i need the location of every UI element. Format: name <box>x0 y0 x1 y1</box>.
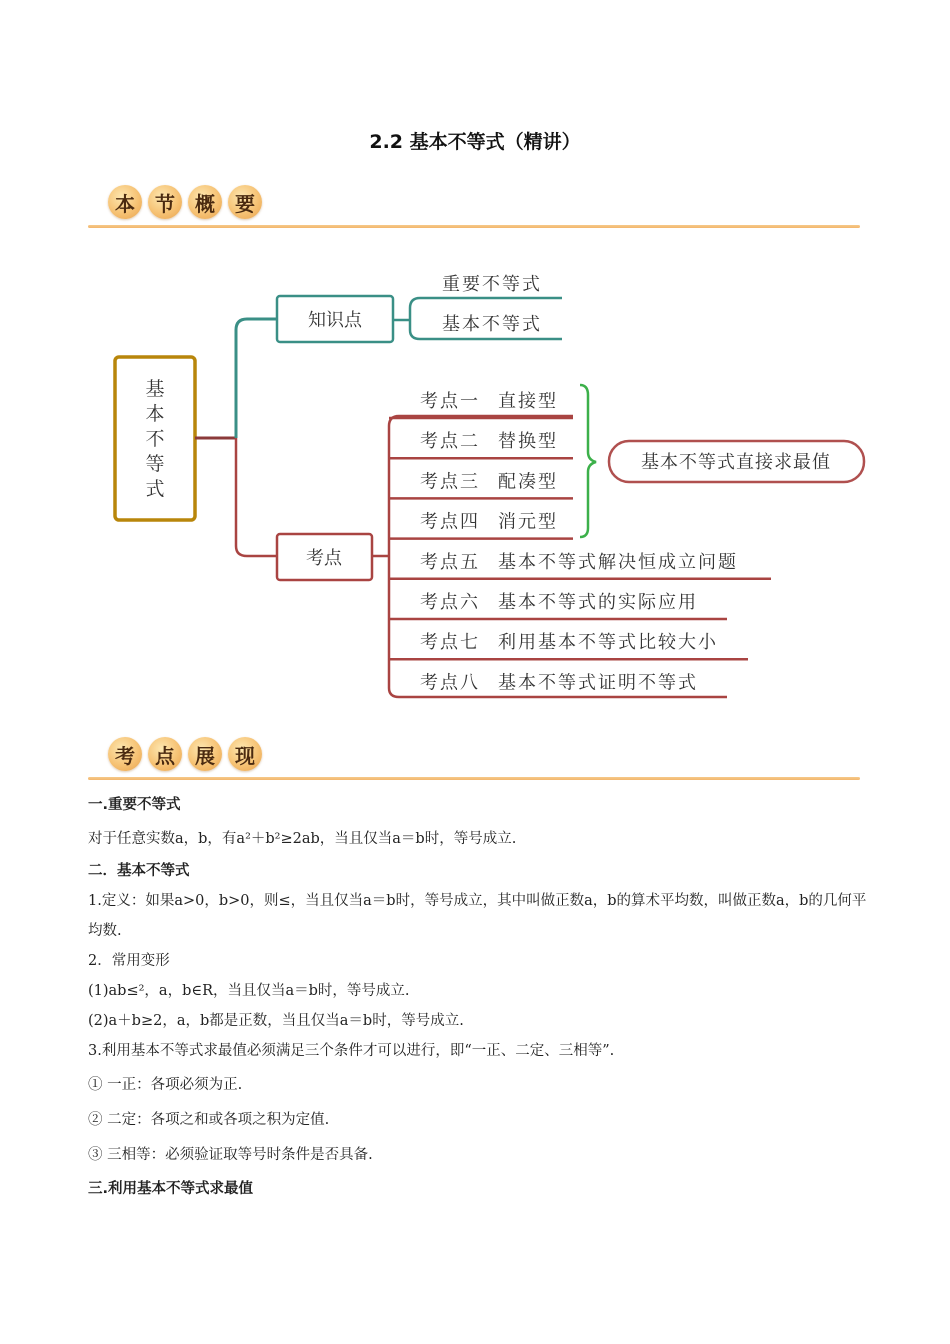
paragraph: (1)ab≤²，a，b∈R，当且仅当a＝b时，等号成立. <box>88 983 410 999</box>
paragraph: ① 一正：各项必须为正. <box>88 1077 243 1093</box>
group-bracket <box>580 385 596 537</box>
exam-item-prefix: 考点三 <box>420 471 480 493</box>
exam-item-name: 基本不等式的实际应用 <box>498 592 698 613</box>
banner-char: 节 <box>148 185 182 219</box>
exam-item-name: 消元型 <box>498 511 558 533</box>
exam-item-name: 利用基本不等式比较大小 <box>498 632 718 654</box>
section-heading: 一.重要不等式 <box>88 797 181 813</box>
branch-knowledge <box>236 319 277 438</box>
exam-item-prefix: 考点二 <box>420 431 480 453</box>
banner-char: 点 <box>148 737 182 771</box>
section-banner-overview <box>88 183 860 231</box>
exam-item-prefix: 考点五 <box>420 551 480 573</box>
paragraph: ③ 三相等：必须验证取等号时条件是否具备. <box>88 1147 373 1163</box>
banner-char: 本 <box>108 185 142 219</box>
mind-map <box>0 250 950 710</box>
content-body <box>88 790 868 1204</box>
root-char: 本 <box>145 403 165 425</box>
exam-item-prefix: 考点四 <box>420 511 480 533</box>
paragraph: 3.利用基本不等式求最值必须满足三个条件才可以进行，即“一正、二定、三相等”. <box>88 1043 615 1059</box>
banner-char: 概 <box>188 185 222 219</box>
exam-label: 考点 <box>306 548 342 569</box>
section-banner-exam-points <box>88 735 860 783</box>
root-char: 基 <box>145 378 165 400</box>
paragraph: ② 二定：各项之和或各项之积为定值. <box>88 1112 330 1128</box>
section-heading: 二．基本不等式 <box>88 863 190 879</box>
banner-underline <box>88 777 860 780</box>
banner-char: 考 <box>108 737 142 771</box>
exam-item-name: 基本不等式证明不等式 <box>498 672 698 694</box>
exam-item-name: 替换型 <box>498 431 558 453</box>
paragraph: (2)a＋b≥2，a，b都是正数，当且仅当a＝b时，等号成立. <box>88 1013 464 1029</box>
page-title: 2.2 基本不等式（精讲） <box>369 131 581 153</box>
exam-item-name: 基本不等式解决恒成立问题 <box>498 551 738 573</box>
banner-char: 要 <box>228 185 262 219</box>
group-label: 基本不等式直接求最值 <box>641 452 831 473</box>
exam-item-name: 配凑型 <box>498 471 558 493</box>
banner-underline <box>88 225 860 228</box>
paragraph: 对于任意实数a，b，有a²＋b²≥2ab，当且仅当a＝b时，等号成立. <box>88 831 517 847</box>
exam-item-name: 直接型 <box>498 391 558 412</box>
exam-item-prefix: 考点八 <box>420 672 480 694</box>
paragraph: 1.定义：如果a>0，b>0，则≤，当且仅当a＝b时，等号成立，其中叫做正数a，b的算术平均数，叫做正数a，b的几何平均数. <box>88 893 867 939</box>
knowledge-item: 基本不等式 <box>442 314 542 335</box>
section-heading: 三.利用基本不等式求最值 <box>88 1181 254 1197</box>
banner-char: 展 <box>188 737 222 771</box>
banner-char: 现 <box>228 737 262 771</box>
exam-item-prefix: 考点六 <box>420 592 480 613</box>
paragraph: 2．常用变形 <box>88 953 170 969</box>
root-char: 等 <box>145 453 165 475</box>
knowledge-item: 重要不等式 <box>442 274 542 295</box>
root-char: 式 <box>145 478 165 500</box>
branch-exam <box>236 438 277 556</box>
root-char: 不 <box>145 428 165 450</box>
exam-item-prefix: 考点七 <box>420 632 480 654</box>
exam-item-prefix: 考点一 <box>420 391 480 412</box>
knowledge-label: 知识点 <box>308 310 362 331</box>
